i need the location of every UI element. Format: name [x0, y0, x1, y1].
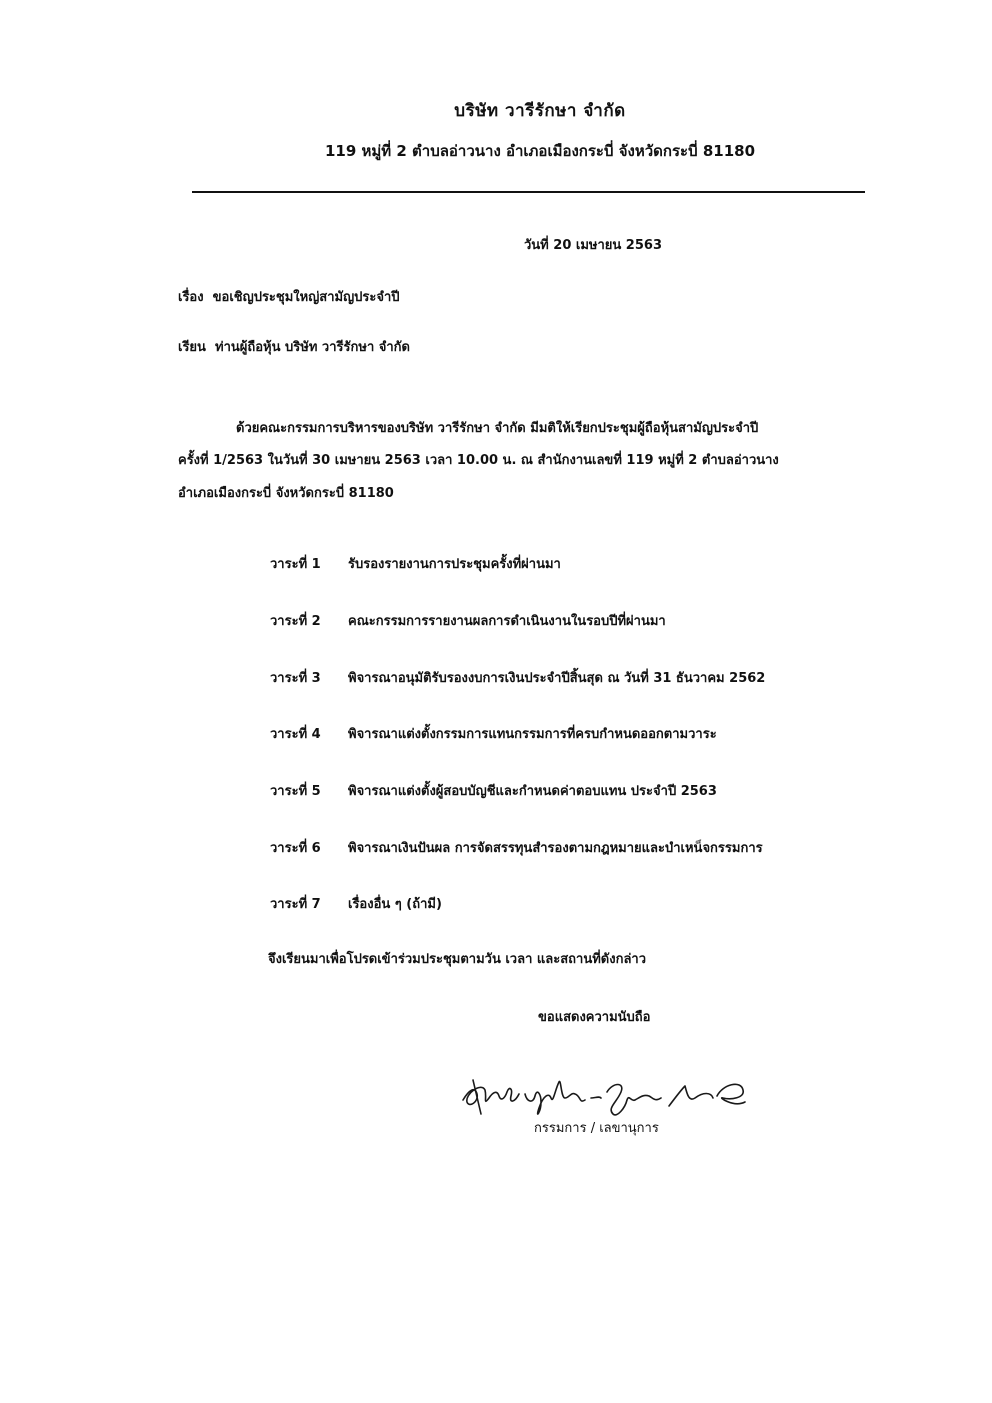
body-line-3: อำเภอเมืองกระบี่ จังหวัดกระบี่ 81180 — [178, 486, 394, 501]
agenda-text: พิจารณาอนุมัติรับรองงบการเงินประจำปีสิ้นสุด ณ วันที่ 31 ธันวาคม 2562 — [348, 671, 766, 686]
agenda-item-6 — [270, 841, 763, 857]
recipient-label: เรียน — [178, 340, 206, 355]
agenda-label: วาระที่ 7 — [270, 897, 321, 912]
closing-line: จึงเรียนมาเพื่อโปรดเข้าร่วมประชุมตามวัน เวลา และสถานที่ดังกล่าว — [268, 952, 647, 967]
company-name: บริษัท วารีรักษา จำกัด — [454, 101, 626, 121]
subject-line — [178, 290, 400, 306]
letterhead-divider — [192, 191, 865, 193]
agenda-item-3 — [270, 671, 765, 687]
agenda-item-4 — [270, 727, 717, 743]
agenda-text: พิจารณาแต่งตั้งผู้สอบบัญชีและกำหนดค่าตอบแทน ประจำปี 2563 — [348, 784, 717, 799]
recipient-line — [178, 340, 410, 356]
company-address: 119 หมู่ที่ 2 ตำบลอ่าวนาง อำเภอเมืองกระบี่ จังหวัดกระบี่ 81180 — [324, 142, 756, 160]
agenda-item-7 — [270, 897, 442, 913]
agenda-text: รับรองรายงานการประชุมครั้งที่ผ่านมา — [348, 557, 561, 572]
agenda-label: วาระที่ 5 — [270, 784, 321, 799]
agenda-label: วาระที่ 4 — [270, 727, 321, 742]
agenda-label: วาระที่ 2 — [270, 614, 321, 629]
letter-date: วันที่ 20 เมษายน 2563 — [524, 238, 662, 253]
agenda-item-1 — [270, 557, 561, 573]
agenda-text: คณะกรรมการรายงานผลการดำเนินงานในรอบปีที่ผ่านมา — [348, 614, 666, 629]
agenda-item-2 — [270, 614, 666, 630]
agenda-label: วาระที่ 1 — [270, 557, 321, 572]
agenda-item-5 — [270, 784, 717, 800]
subject-text: ขอเชิญประชุมใหญ่สามัญประจำปี — [212, 290, 400, 305]
agenda-text: เรื่องอื่น ๆ (ถ้ามี) — [348, 897, 442, 912]
subject-label: เรื่อง — [178, 290, 204, 305]
agenda-label: วาระที่ 6 — [270, 841, 321, 856]
agenda-text: พิจารณาเงินปันผล การจัดสรรทุนสำรองตามกฎหมายและบำเหน็จกรรมการ — [348, 841, 763, 856]
regards-line: ขอแสดงความนับถือ — [538, 1010, 651, 1025]
body-line-2: ครั้งที่ 1/2563 ในวันที่ 30 เมษายน 2563 เวลา 10.00 น. ณ สำนักงานเลขที่ 119 หมู่ที่ 2 ตำบลอ่าวนาง — [178, 453, 779, 468]
body-line-1: ด้วยคณะกรรมการบริหารของบริษัท วารีรักษา จำกัด มีมติให้เรียกประชุมผู้ถือหุ้นสามัญประจำปี — [236, 421, 759, 436]
signer-title: กรรมการ / เลขานุการ — [534, 1121, 659, 1136]
recipient-text: ท่านผู้ถือหุ้น บริษัท วารีรักษา จำกัด — [215, 340, 410, 355]
agenda-label: วาระที่ 3 — [270, 671, 321, 686]
agenda-text: พิจารณาแต่งตั้งกรรมการแทนกรรมการที่ครบกำหนดออกตามวาระ — [348, 727, 717, 742]
signature — [455, 1068, 755, 1128]
